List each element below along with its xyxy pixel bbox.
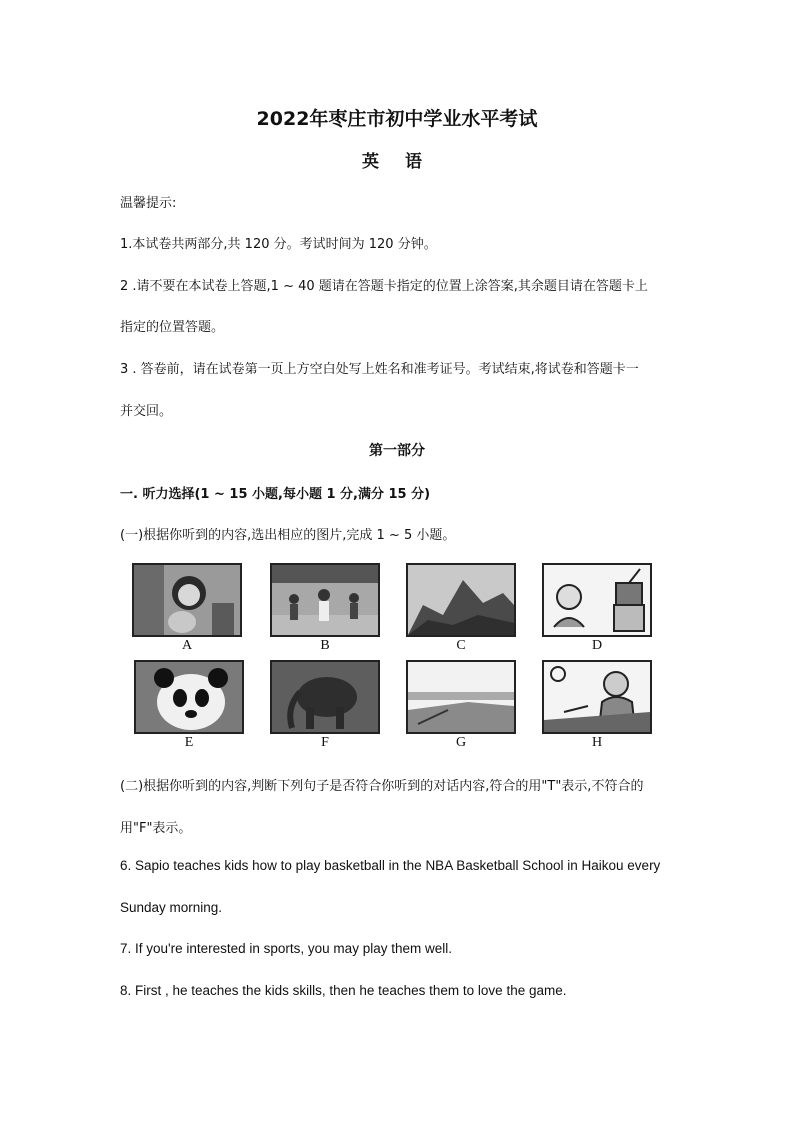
picture-label-a: A — [181, 638, 193, 653]
subsection-two-instruction-line-2: 用"F"表示。 — [120, 821, 192, 836]
panda-icon — [136, 662, 242, 732]
picture-b — [270, 563, 380, 637]
picture-label-g: G — [455, 735, 467, 750]
picture-d — [542, 563, 652, 637]
picture-h — [542, 660, 652, 734]
girl-with-teddy-bear-icon — [134, 565, 240, 635]
dancers-icon — [272, 565, 378, 635]
question-7: 7. If you're interested in sports, you may play them well. — [120, 941, 452, 956]
question-8: 8. First , he teaches the kids skills, then he teaches them to love the game. — [120, 983, 567, 998]
notice-item-1: 1.本试卷共两部分,共 120 分。考试时间为 120 分钟。 — [120, 237, 437, 252]
notice-heading: 温馨提示: — [120, 196, 177, 211]
picture-label-d: D — [591, 638, 603, 653]
notice-item-2-line-1: 2 .请不要在本试卷上答题,1 ~ 40 题请在答题卡指定的位置上涂答案,其余题目请在答题卡上 — [120, 279, 648, 294]
mountain-icon — [408, 565, 514, 635]
elephant-icon — [272, 662, 378, 732]
cartoon-sailing-icon — [544, 662, 650, 732]
picture-label-f: F — [321, 735, 329, 750]
cartoon-tv-icon — [544, 565, 650, 635]
part-one-title: 第一部分 — [369, 443, 425, 459]
notice-item-3-line-2: 并交回。 — [120, 404, 173, 419]
exam-title: 2022年枣庄市初中学业水平考试 — [256, 108, 538, 130]
subsection-two-instruction-line-1: (二)根据你听到的内容,判断下列句子是否符合你听到的对话内容,符合的用"T"表示,不符合的 — [120, 779, 644, 794]
notice-item-3-line-1: 3 . 答卷前，请在试卷第一页上方空白处写上姓名和准考证号。考试结束,将试卷和答题卡一 — [120, 362, 639, 377]
picture-f — [270, 660, 380, 734]
picture-label-h: H — [591, 735, 603, 750]
picture-a — [132, 563, 242, 637]
question-6-line-2: Sunday morning. — [120, 900, 223, 915]
exam-subject: 英 语 — [362, 152, 432, 172]
beach-icon — [408, 662, 514, 732]
picture-label-e: E — [184, 735, 194, 750]
picture-label-b: B — [320, 638, 330, 653]
notice-item-2-line-2: 指定的位置答题。 — [120, 320, 225, 335]
picture-c — [406, 563, 516, 637]
question-6-line-1: 6. Sapio teaches kids how to play basketball in the NBA Basketball School in Haikou every — [120, 858, 661, 873]
picture-g — [406, 660, 516, 734]
picture-e — [134, 660, 244, 734]
subsection-one-instruction: (一)根据你听到的内容,选出相应的图片,完成 1 ~ 5 小题。 — [120, 528, 456, 543]
listening-section-title: 一. 听力选择(1 ~ 15 小题,每小题 1 分,满分 15 分) — [120, 487, 431, 502]
picture-label-c: C — [456, 638, 466, 653]
